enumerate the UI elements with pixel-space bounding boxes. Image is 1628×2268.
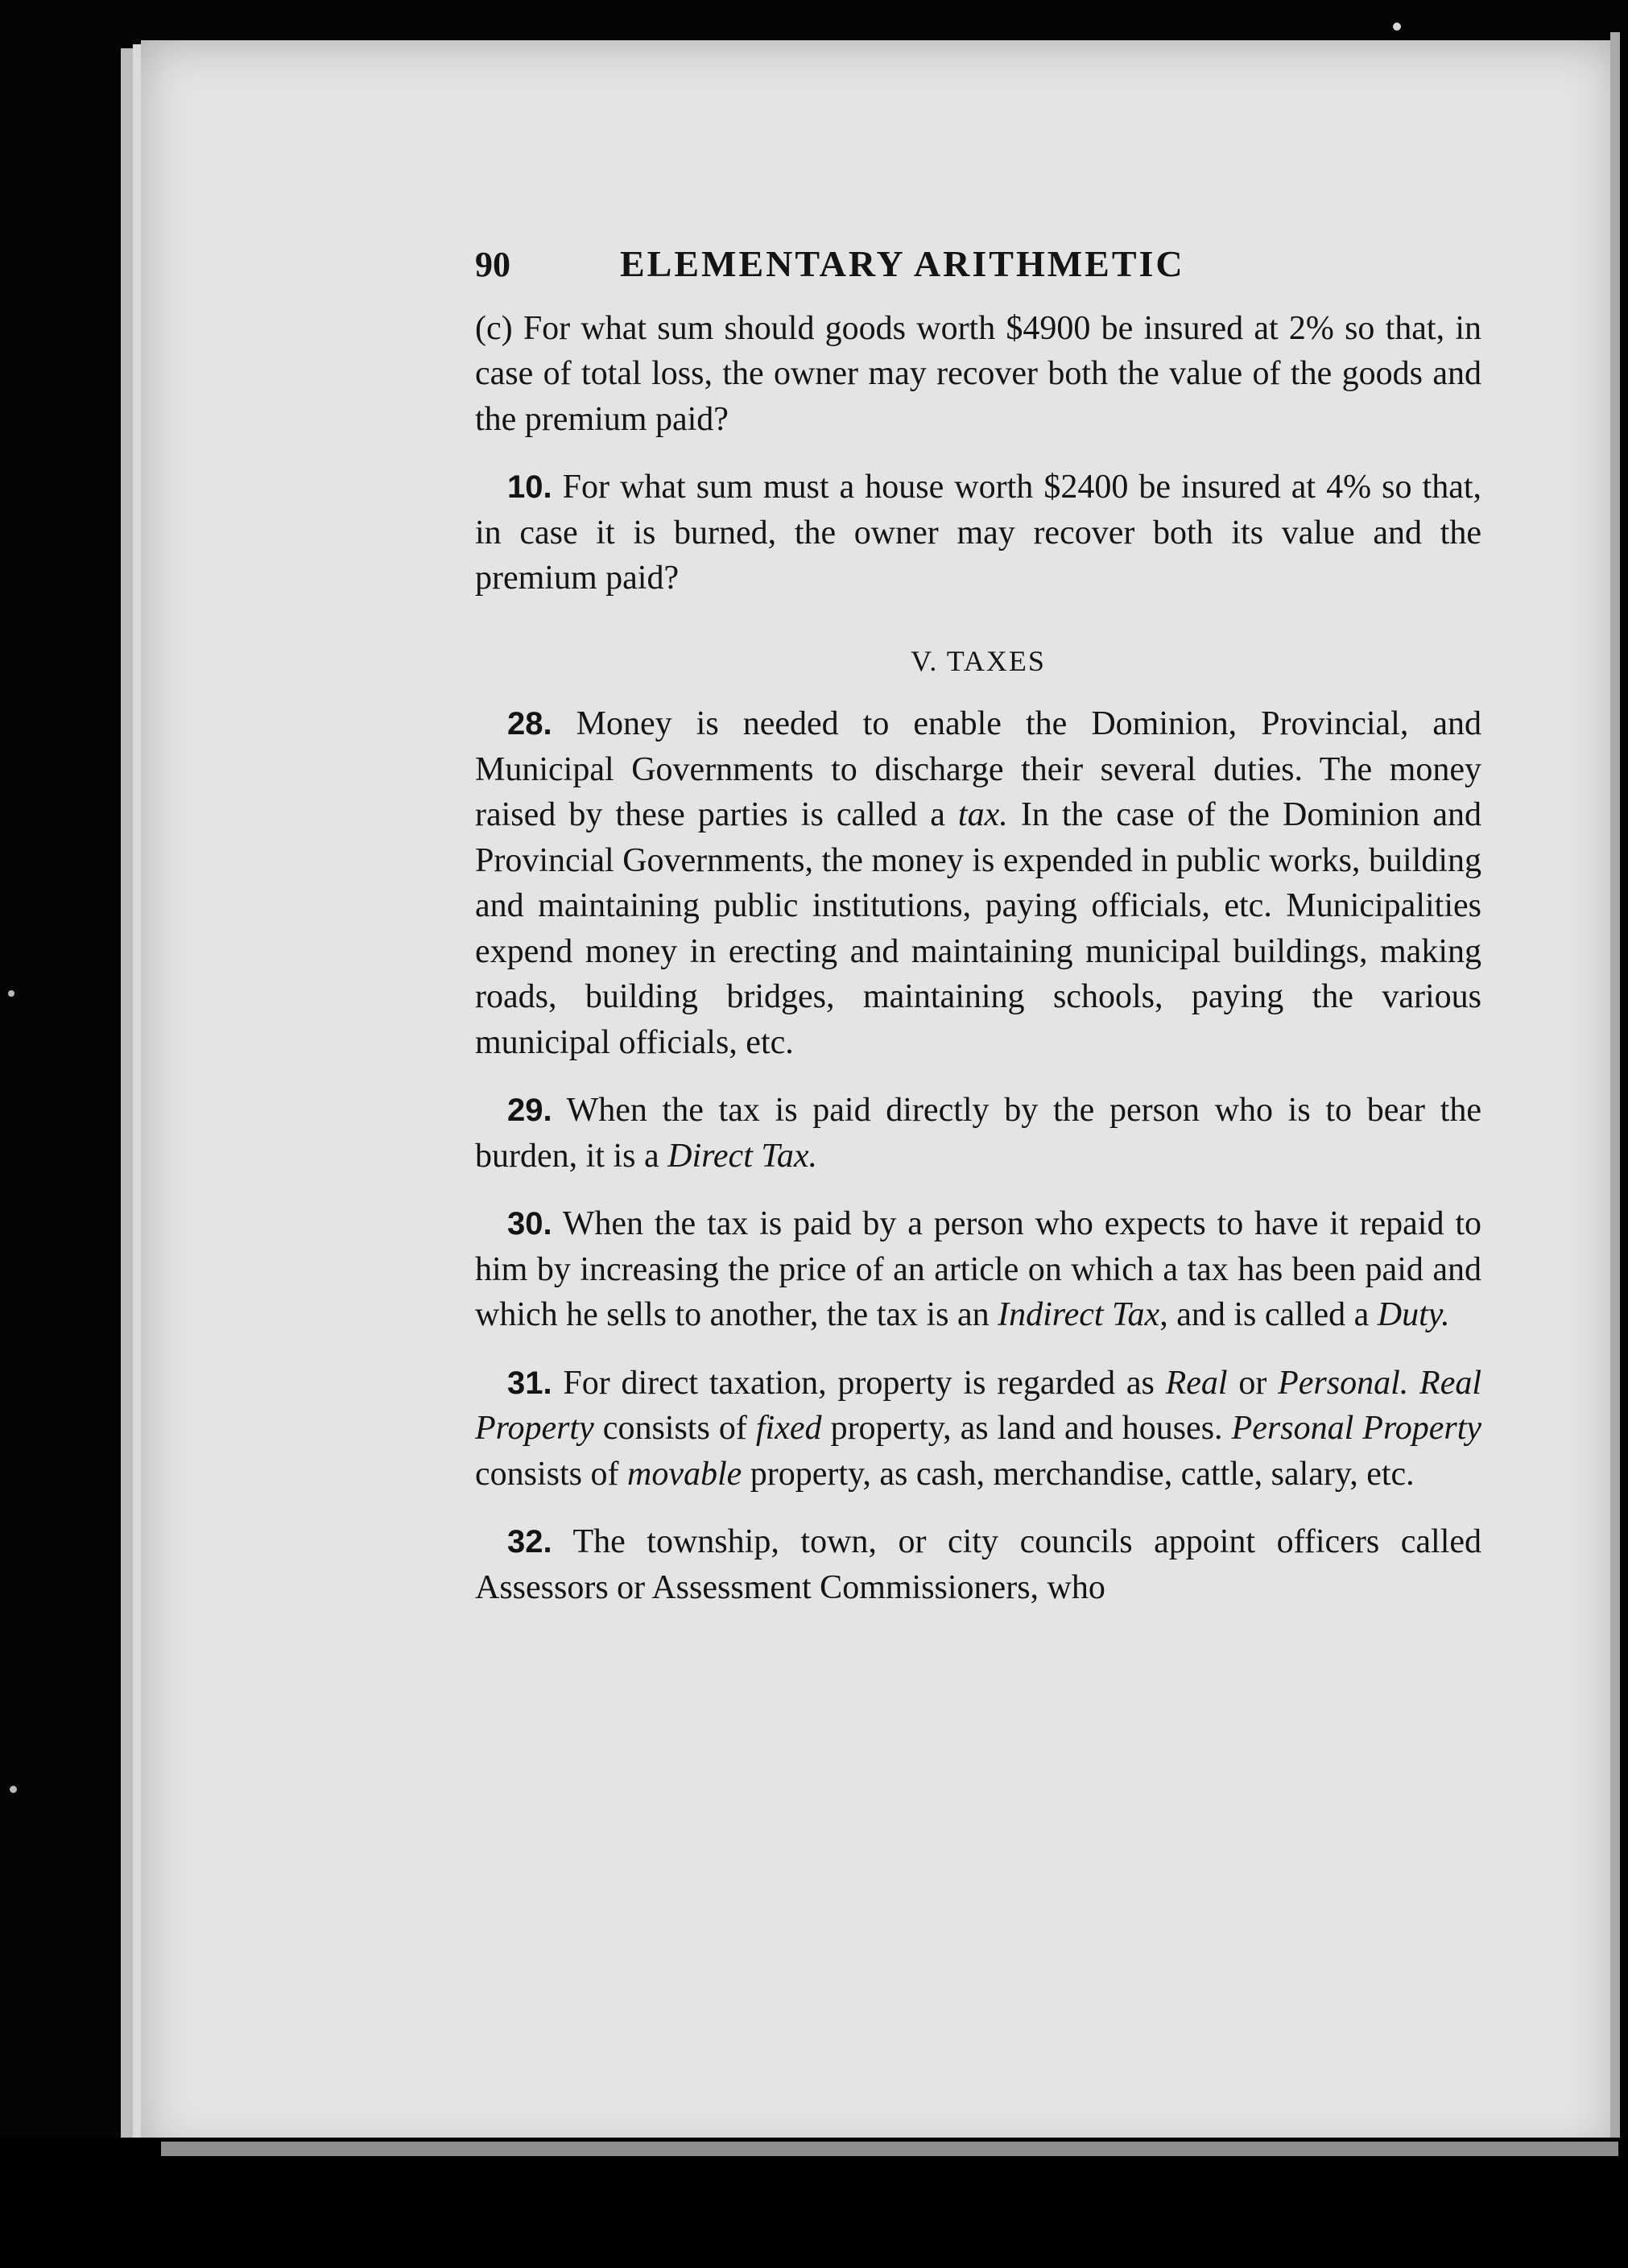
paragraph-text: When the tax is paid by a person who expects to have it repaid to him by increasing the price of an article on which a tax has been paid and which he sells to another, the tax is an	[475, 1205, 1481, 1333]
page-edge-right	[1610, 32, 1620, 2166]
paragraph-number: 29.	[507, 1093, 552, 1128]
term-duty: Duty.	[1377, 1296, 1450, 1333]
term-real-property: Real Property	[475, 1364, 1482, 1447]
paragraph-28	[475, 701, 1481, 1065]
page-edge-bottom	[161, 2142, 1618, 2156]
paragraph-31	[475, 1361, 1481, 1498]
dust-speck	[10, 1786, 17, 1793]
paragraph-text: or	[1238, 1364, 1267, 1402]
term-direct-tax: Direct Tax.	[667, 1137, 818, 1175]
section-heading: V. TAXES	[911, 644, 1046, 677]
paragraph-32	[475, 1519, 1481, 1610]
paragraph-text: , and is called a	[1159, 1296, 1370, 1333]
exercise-item-c	[475, 306, 1481, 443]
paragraph-29	[475, 1088, 1481, 1179]
paragraph-text: In the case of the Dominion and Provincial Governments, the money is expended in public works, building and maintaining public institutions, paying officials, etc. Municipalities expend money in erecting and maintaining municipal buildings, making roads, building bridges, maintaining schools, paying the various municipal officials, etc.	[475, 796, 1482, 1061]
paragraph-number: 30.	[507, 1206, 552, 1241]
paragraph-text: For direct taxation, property is regarded as	[563, 1364, 1155, 1402]
exercise-text: For what sum must a house worth $2400 be insured at 4% so that, in case it is burned, the owner may recover both its value and the premium paid?	[475, 469, 1482, 597]
term-movable: movable	[627, 1455, 742, 1493]
item-c-text: (c) For what sum should goods worth $4900 be insured at 2% so that, in case of total loss, the owner may recover both the value of the goods and the premium paid?	[475, 309, 1481, 438]
term-personal-property: Personal Property	[1231, 1410, 1482, 1447]
running-head: ELEMENTARY ARITHMETIC	[620, 243, 1185, 284]
paragraph-30	[475, 1201, 1481, 1338]
paragraph-number: 32.	[507, 1524, 552, 1560]
term-personal: Personal.	[1278, 1364, 1409, 1402]
paragraph-text: property, as cash, merchandise, cattle, salary, etc.	[750, 1455, 1415, 1493]
paragraph-text: consists of	[475, 1455, 619, 1493]
paragraph-text: property, as land and houses.	[830, 1410, 1223, 1447]
page-number: 90	[475, 245, 510, 284]
paragraph-number: 31.	[507, 1365, 552, 1401]
exercise-number: 10.	[507, 469, 552, 505]
page-header	[475, 242, 1481, 288]
paragraph-text: The township, town, or city councils appoint officers called Assessors or Assessment Commissioners, who	[475, 1523, 1482, 1606]
dust-speck	[1393, 23, 1401, 31]
term-tax: tax.	[957, 796, 1008, 833]
paragraph-number: 28.	[507, 706, 552, 742]
term-real: Real	[1165, 1364, 1228, 1402]
exercise-10	[475, 465, 1481, 601]
term-indirect-tax: Indirect Tax	[998, 1296, 1160, 1333]
paragraph-text: Money is needed to enable the Dominion, Provincial, and Municipal Governments to discharge their several duties. The money raised by these parties is called a	[475, 705, 1481, 833]
paragraph-text: When the tax is paid directly by the person who is to bear the burden, it is a	[475, 1092, 1481, 1175]
dust-speck	[8, 990, 14, 997]
term-fixed: fixed	[755, 1410, 822, 1447]
paragraph-text: consists of	[602, 1410, 747, 1447]
scan-background-bottom	[0, 2138, 1628, 2268]
page-text	[475, 242, 1481, 1633]
